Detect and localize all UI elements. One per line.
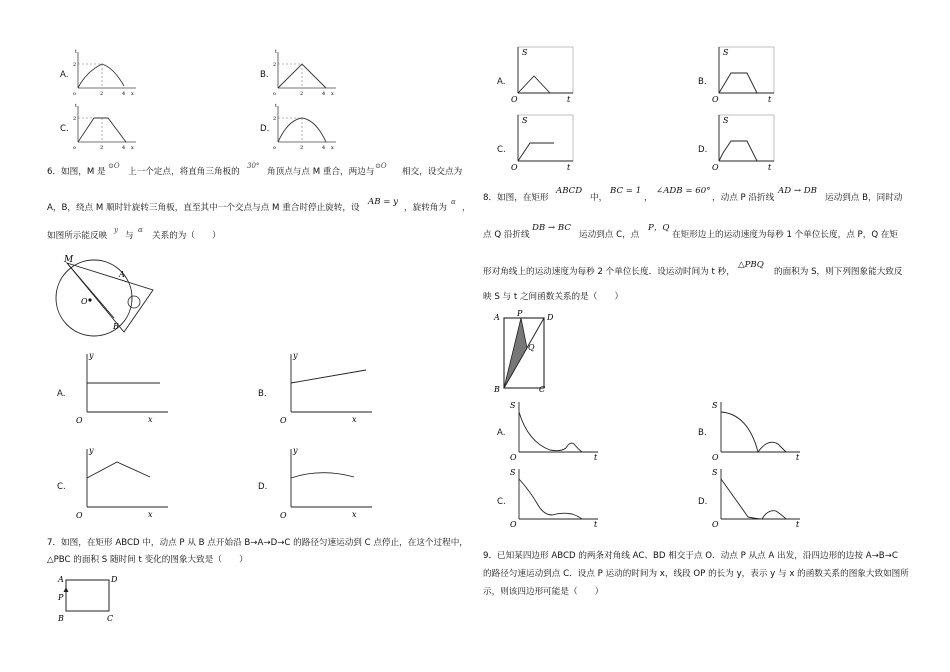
q6-graph-d	[276, 445, 376, 520]
q8-graph-b	[710, 398, 805, 460]
svg-text:O: O	[510, 453, 517, 462]
q8-line1-c: ，	[644, 193, 653, 203]
graph-origin-label: o	[73, 91, 77, 97]
q6-option-c-label: C.	[57, 482, 66, 492]
q8-option-a-label: A.	[497, 428, 506, 438]
svg-text:t: t	[768, 163, 772, 172]
q6-graph-c	[72, 445, 172, 520]
q6-circle-o: ⊙O	[108, 162, 120, 170]
q6-angle-30: 30°	[247, 162, 260, 170]
svg-text:t: t	[796, 453, 800, 462]
q6-alpha-2: α	[138, 226, 143, 234]
top-option-a-label: A.	[60, 70, 69, 80]
q8-label-p: P	[517, 309, 523, 318]
q8-graph-d	[710, 465, 805, 527]
svg-text:S: S	[712, 468, 718, 477]
svg-text:t: t	[75, 103, 78, 109]
graph-two-x-label: 2	[100, 91, 104, 97]
svg-text:y: y	[293, 351, 298, 360]
svg-text:x: x	[148, 415, 153, 424]
q8-line3-b: 的面积为 S，则下列图象能大致反	[774, 267, 903, 277]
graph-t-label: t	[75, 49, 78, 55]
q8-line2-b: 运动到点 C，点	[579, 230, 640, 240]
svg-text:S: S	[510, 468, 516, 477]
svg-text:y: y	[89, 351, 94, 360]
q8-bc-eq: BC = 1	[610, 186, 642, 196]
svg-text:O: O	[511, 95, 518, 104]
svg-text:t: t	[594, 453, 598, 462]
q6-y-var: y	[114, 226, 118, 234]
graph-two-label: 2	[73, 62, 77, 68]
svg-text:2: 2	[273, 116, 277, 122]
top-option-c-label: C.	[60, 124, 69, 134]
svg-text:O: O	[76, 416, 83, 425]
svg-text:4: 4	[322, 145, 326, 151]
q7-option-a-label: A.	[497, 77, 506, 87]
top-graph-a	[72, 48, 142, 97]
q6-label-a: A	[119, 270, 125, 279]
q7-label-b: B	[58, 614, 64, 623]
svg-text:O: O	[712, 163, 719, 172]
svg-text:O: O	[511, 163, 518, 172]
svg-text:x: x	[148, 510, 153, 519]
top-option-d-label: D.	[260, 124, 270, 134]
svg-text:O: O	[712, 453, 719, 462]
q7-label-d: D	[111, 575, 118, 584]
svg-text:S: S	[522, 48, 528, 57]
q6-alpha: α	[451, 198, 456, 206]
svg-text:x: x	[131, 145, 134, 151]
q6-option-b-label: B.	[258, 389, 267, 399]
q8-line1-e: 运动到点 B，同时动	[825, 193, 903, 203]
q8-line2-a: 点 Q 沿折线	[483, 230, 530, 240]
q8-pbq: △PBQ	[738, 260, 764, 270]
svg-text:O: O	[510, 520, 517, 529]
svg-text:t: t	[567, 163, 571, 172]
q9-line3: 示，则该四边形可能是（ ）	[483, 587, 604, 597]
q6-option-d-label: D.	[258, 482, 268, 492]
q6-line3-c: 关系的为（ ）	[152, 231, 221, 241]
svg-text:2: 2	[300, 145, 304, 151]
q8-abcd: ABCD	[556, 186, 583, 196]
q8-label-d: D	[547, 313, 554, 322]
q6-label-b: B	[113, 322, 119, 331]
svg-text:S: S	[712, 401, 718, 410]
svg-text:x: x	[331, 91, 334, 97]
svg-text:O: O	[280, 416, 287, 425]
q7-rectangle-figure	[55, 572, 125, 624]
q8-option-b-label: B.	[698, 428, 707, 438]
q7-graph-c	[510, 113, 575, 170]
svg-text:2: 2	[100, 145, 104, 151]
svg-text:S: S	[723, 48, 729, 57]
q7-graph-d	[711, 113, 776, 170]
svg-text:o: o	[273, 145, 277, 151]
svg-text:x: x	[331, 145, 334, 151]
q6-line2-b: ，旋转角为	[404, 203, 447, 213]
q9-line1: 9．已知某四边形 ABCD 的两条对角线 AC、BD 相交于点 O．动点 P 从点 A 出发，沿四边形的边按 A→B→C	[483, 551, 898, 561]
q8-line1-d: ，动点 P 沿折线	[712, 193, 775, 203]
svg-text:o: o	[73, 145, 77, 151]
svg-text:O: O	[712, 95, 719, 104]
q8-line1-b: 中，	[590, 193, 608, 203]
svg-text:t: t	[567, 95, 571, 104]
top-graph-b	[272, 48, 342, 97]
q7-graph-b	[711, 45, 776, 102]
graph-x-label: x	[131, 91, 134, 97]
q6-graph-a	[72, 350, 172, 425]
top-graph-d	[272, 102, 342, 151]
svg-text:y: y	[89, 446, 94, 455]
top-graph-c	[72, 102, 142, 151]
q8-option-d-label: D.	[698, 497, 708, 507]
q6-line2-a: A，B，绕点 M 顺时针旋转三角板，直至其中一个交点与点 M 重合时停止旋转，设	[47, 203, 360, 213]
q7-label-a: A	[58, 575, 64, 584]
q9-line2: 的路径匀速运动到点 C．设点 P 运动的时间为 x，线段 OP 的长为 y，表示 y 与 x 的函数关系的图象大致如图所	[483, 569, 909, 579]
q8-ad-db: AD → DB	[778, 186, 817, 196]
q8-line4: 映 S 与 t 之间函数关系的是（ ）	[483, 292, 624, 302]
q8-label-a: A	[494, 313, 500, 322]
q7-label-c: C	[107, 614, 114, 623]
q7-line2: △PBC 的面积 S 随时间 t 变化的图象大致是（ ）	[47, 555, 248, 565]
q8-label-q: Q	[528, 343, 535, 352]
q6-label-o: O	[81, 297, 88, 306]
svg-text:t: t	[275, 49, 278, 55]
q7-option-c-label: C.	[497, 145, 506, 155]
q6-circle-o-2: ⊙O	[375, 162, 387, 170]
q6-line2-c: ，	[462, 203, 471, 213]
svg-text:O: O	[712, 520, 719, 529]
q7-graph-a	[510, 45, 575, 102]
q8-graph-a	[508, 398, 603, 460]
q8-label-b: B	[494, 385, 500, 394]
svg-text:t: t	[275, 103, 278, 109]
q6-option-a-label: A.	[57, 389, 66, 399]
q6-figure	[50, 252, 160, 342]
graph-four-label: 4	[122, 91, 126, 97]
svg-text:S: S	[522, 116, 528, 125]
q8-label-c: C	[539, 385, 546, 394]
q8-line3-a: 形对角线上的运动速度为每秒 2 个单位长度．设运动时间为 t 秒，	[483, 267, 735, 277]
q6-line1-d: 相交，设交点为	[402, 167, 463, 177]
q6-graph-b	[276, 350, 376, 425]
svg-text:4: 4	[322, 91, 326, 97]
svg-text:o: o	[273, 91, 277, 97]
svg-text:t: t	[594, 520, 598, 529]
svg-text:y: y	[293, 446, 298, 455]
svg-text:4: 4	[122, 145, 126, 151]
q8-graph-c	[508, 465, 603, 527]
svg-text:x: x	[352, 510, 357, 519]
q7-option-d-label: D.	[698, 145, 708, 155]
svg-text:2: 2	[273, 62, 277, 68]
svg-text:O: O	[76, 511, 83, 520]
q6-ab-eq-y: AB = y	[368, 197, 399, 207]
svg-text:x: x	[352, 415, 357, 424]
q8-db-bc: DB → BC	[532, 223, 571, 233]
svg-text:S: S	[510, 401, 516, 410]
q6-line1-b: 上一个定点，将直角三角板的	[128, 167, 240, 177]
svg-text:O: O	[280, 511, 287, 520]
svg-text:2: 2	[73, 116, 77, 122]
svg-text:2: 2	[300, 91, 304, 97]
q8-option-c-label: C.	[497, 497, 506, 507]
q8-rectangle-figure	[490, 310, 560, 395]
q6-label-m: M	[64, 255, 74, 265]
q6-line1-c: 角顶点与点 M 重合，两边与	[267, 167, 375, 177]
q6-line1-a: 6．如图，M 是	[47, 167, 106, 177]
q7-label-p: P	[58, 593, 64, 602]
top-option-b-label: B.	[260, 70, 269, 80]
q7-line1: 7．如图，在矩形 ABCD 中，动点 P 从 B 点开始沿 B→A→D→C 的路径匀速运动到 C 点停止，在这个过程中，	[47, 538, 468, 548]
q8-line1-a: 8．如图，在矩形	[483, 193, 549, 203]
q7-option-b-label: B.	[698, 77, 707, 87]
q8-pq: P，Q	[648, 223, 670, 233]
q8-angle-adb: ∠ADB = 60°	[656, 186, 711, 196]
svg-text:S: S	[723, 116, 729, 125]
svg-text:t: t	[768, 95, 772, 104]
q6-line3-a: 如图所示能反映	[47, 231, 108, 241]
q6-line3-b: 与	[125, 231, 134, 241]
svg-text:t: t	[796, 520, 800, 529]
q8-line2-c: 在矩形边上的运动速度为每秒 1 个单位长度，点 P，Q 在矩	[672, 230, 898, 240]
